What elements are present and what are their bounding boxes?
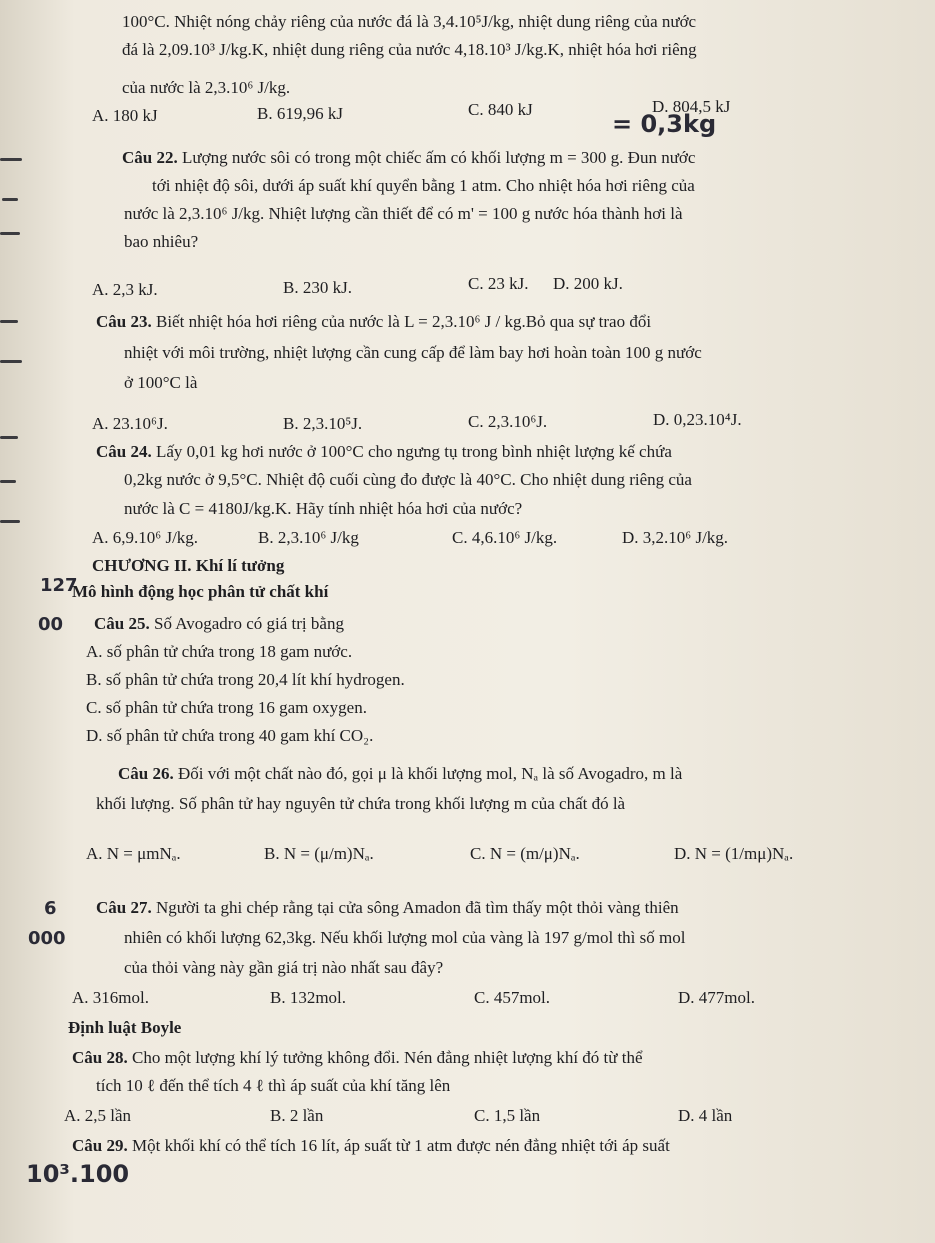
handwritten-note: 00 — [38, 614, 64, 635]
option-c: C. số phân tử chứa trong 16 gam oxygen. — [86, 698, 367, 717]
option-d: D. số phân tử chứa trong 40 gam khí CO₂. — [86, 726, 374, 745]
pen-stroke — [0, 232, 20, 235]
question-text: Số Avogadro có giá trị bằng — [153, 614, 344, 633]
option-b: B. 2 lần — [270, 1106, 324, 1125]
question-text: Lấy 0,01 kg hơi nước ở 100°C cho ngưng tụ trong bình nhiệt lượng kế chứa — [155, 442, 672, 461]
option-a: A. số phân tử chứa trong 18 gam nước. — [86, 642, 353, 661]
question-number: Câu 24. — [96, 442, 152, 461]
question-number: Câu 23. — [96, 312, 152, 331]
option-a: A. 2,5 lần — [64, 1106, 132, 1125]
question-text: Một khối khí có thể tích 16 lít, áp suất từ 1 atm được nén đẳng nhiệt tới áp suất — [131, 1136, 670, 1155]
section-heading: Định luật Boyle — [68, 1018, 182, 1037]
question-28-line1 — [72, 1048, 643, 1068]
option-b: B. 132mol. — [270, 988, 347, 1007]
question-25-line1 — [94, 614, 344, 634]
option-c: C. 23 kJ. — [468, 274, 529, 293]
question-22-line1 — [122, 148, 695, 168]
question-number: Câu 29. — [72, 1136, 128, 1155]
question-26-line1 — [118, 764, 682, 784]
question-number: Câu 28. — [72, 1048, 128, 1067]
question-text: Người ta ghi chép rằng tại cửa sông Amadon đã tìm thấy một thỏi vàng thiên — [155, 898, 679, 917]
question-29-line1 — [72, 1136, 670, 1156]
option-d: D. 3,2.10⁶ J/kg. — [622, 528, 729, 547]
pen-stroke — [0, 436, 18, 439]
option-c: C. 4,6.10⁶ J/kg. — [452, 528, 558, 547]
option-b: B. 230 kJ. — [283, 278, 352, 297]
handwritten-note: 6 — [44, 898, 57, 919]
text-line: đá là 2,09.10³ J/kg.K, nhiệt dung riêng của nước 4,18.10³ J/kg.K, nhiệt hóa hơi riêng — [122, 40, 697, 59]
option-b: B. 619,96 kJ — [257, 104, 343, 123]
option-a: A. 6,9.10⁶ J/kg. — [92, 528, 199, 547]
question-24-line1 — [96, 442, 672, 462]
question-text: Đối với một chất nào đó, gọi μ là khối lượng mol, Nₐ là số Avogadro, m là — [177, 764, 683, 783]
option-c: C. 457mol. — [474, 988, 551, 1007]
option-d: D. 4 lần — [678, 1106, 733, 1125]
question-number: Câu 22. — [122, 148, 178, 167]
pen-stroke — [0, 158, 22, 161]
option-b: B. số phân tử chứa trong 20,4 lít khí hydrogen. — [86, 670, 405, 689]
pen-stroke — [0, 360, 22, 363]
text-line: nước là 2,3.10⁶ J/kg. Nhiệt lượng cần thiết để có m' = 100 g nước hóa thành hơi là — [124, 204, 683, 223]
option-d: D. 0,23.10⁴J. — [653, 410, 742, 429]
option-d: D. 200 kJ. — [553, 274, 623, 293]
option-d: D. 804,5 kJ — [652, 97, 731, 116]
text-line: bao nhiêu? — [124, 232, 199, 251]
question-text: Cho một lượng khí lý tưởng không đổi. Nén đẳng nhiệt lượng khí đó từ thể — [131, 1048, 643, 1067]
pen-stroke — [0, 480, 16, 483]
text-line: nhiên có khối lượng 62,3kg. Nếu khối lượng mol của vàng là 197 g/mol thì số mol — [124, 928, 686, 947]
question-number: Câu 25. — [94, 614, 150, 633]
question-text: Biết nhiệt hóa hơi riêng của nước là L = 2,3.10⁶ J / kg.Bỏ qua sự trao đổi — [155, 312, 652, 331]
text-line: nước là C = 4180J/kg.K. Hãy tính nhiệt hóa hơi của nước? — [124, 499, 523, 518]
question-text: Lượng nước sôi có trong một chiếc ấm có khối lượng m = 300 g. Đun nước — [181, 148, 696, 167]
question-23-line1 — [96, 312, 651, 332]
option-c: C. 1,5 lần — [474, 1106, 541, 1125]
option-d: D. 477mol. — [678, 988, 755, 1007]
section-heading: Mô hình động học phân tử chất khí — [72, 582, 329, 601]
text-line: ở 100°C là — [124, 373, 198, 392]
text-line: tới nhiệt độ sôi, dưới áp suất khí quyển bằng 1 atm. Cho nhiệt hóa hơi riêng của — [152, 176, 695, 195]
option-c: C. 840 kJ — [468, 100, 533, 119]
handwritten-note: 000 — [28, 928, 66, 949]
text-line: 100°C. Nhiệt nóng chảy riêng của nước đá là 3,4.10⁵J/kg, nhiệt dung riêng của nước — [122, 12, 697, 31]
question-27-line1 — [96, 898, 679, 918]
text-line: khối lượng. Số phân tử hay nguyên tử chứa trong khối lượng m của chất đó là — [96, 794, 626, 813]
option-b: B. 2,3.10⁵J. — [283, 414, 363, 433]
text-line: của nước là 2,3.10⁶ J/kg. — [122, 78, 291, 97]
option-a: A. 180 kJ — [92, 106, 158, 125]
pen-stroke — [0, 320, 18, 323]
pen-stroke — [2, 198, 18, 201]
option-b: B. 2,3.10⁶ J/kg — [258, 528, 359, 547]
option-c: C. N = (m/μ)Nₐ. — [470, 844, 580, 863]
option-d: D. N = (1/mμ)Nₐ. — [674, 844, 794, 863]
option-a: A. 2,3 kJ. — [92, 280, 158, 299]
handwritten-note: = 0,3kg — [612, 110, 717, 138]
text-line: tích 10 ℓ đến thể tích 4 ℓ thì áp suất của khí tăng lên — [96, 1076, 451, 1095]
text-line: nhiệt với môi trường, nhiệt lượng cần cung cấp để làm bay hơi hoàn toàn 100 g nước — [124, 343, 702, 362]
option-a: A. 23.10⁶J. — [92, 414, 168, 433]
option-a: A. 316mol. — [72, 988, 149, 1007]
option-b: B. N = (μ/m)Nₐ. — [264, 844, 374, 863]
text-line: 0,2kg nước ở 9,5°C. Nhiệt độ cuối cùng đo được là 40°C. Cho nhiệt dung riêng của — [124, 470, 692, 489]
handwritten-note: 10³.100 — [26, 1160, 130, 1188]
chapter-heading: CHƯƠNG II. Khí lí tưởng — [92, 556, 285, 575]
question-number: Câu 26. — [118, 764, 174, 783]
question-number: Câu 27. — [96, 898, 152, 917]
text-line: của thỏi vàng này gần giá trị nào nhất sau đây? — [124, 958, 444, 977]
option-a: A. N = μmNₐ. — [86, 844, 181, 863]
pen-stroke — [0, 520, 20, 523]
option-c: C. 2,3.10⁶J. — [468, 412, 548, 431]
handwritten-note: 127 — [40, 575, 78, 596]
